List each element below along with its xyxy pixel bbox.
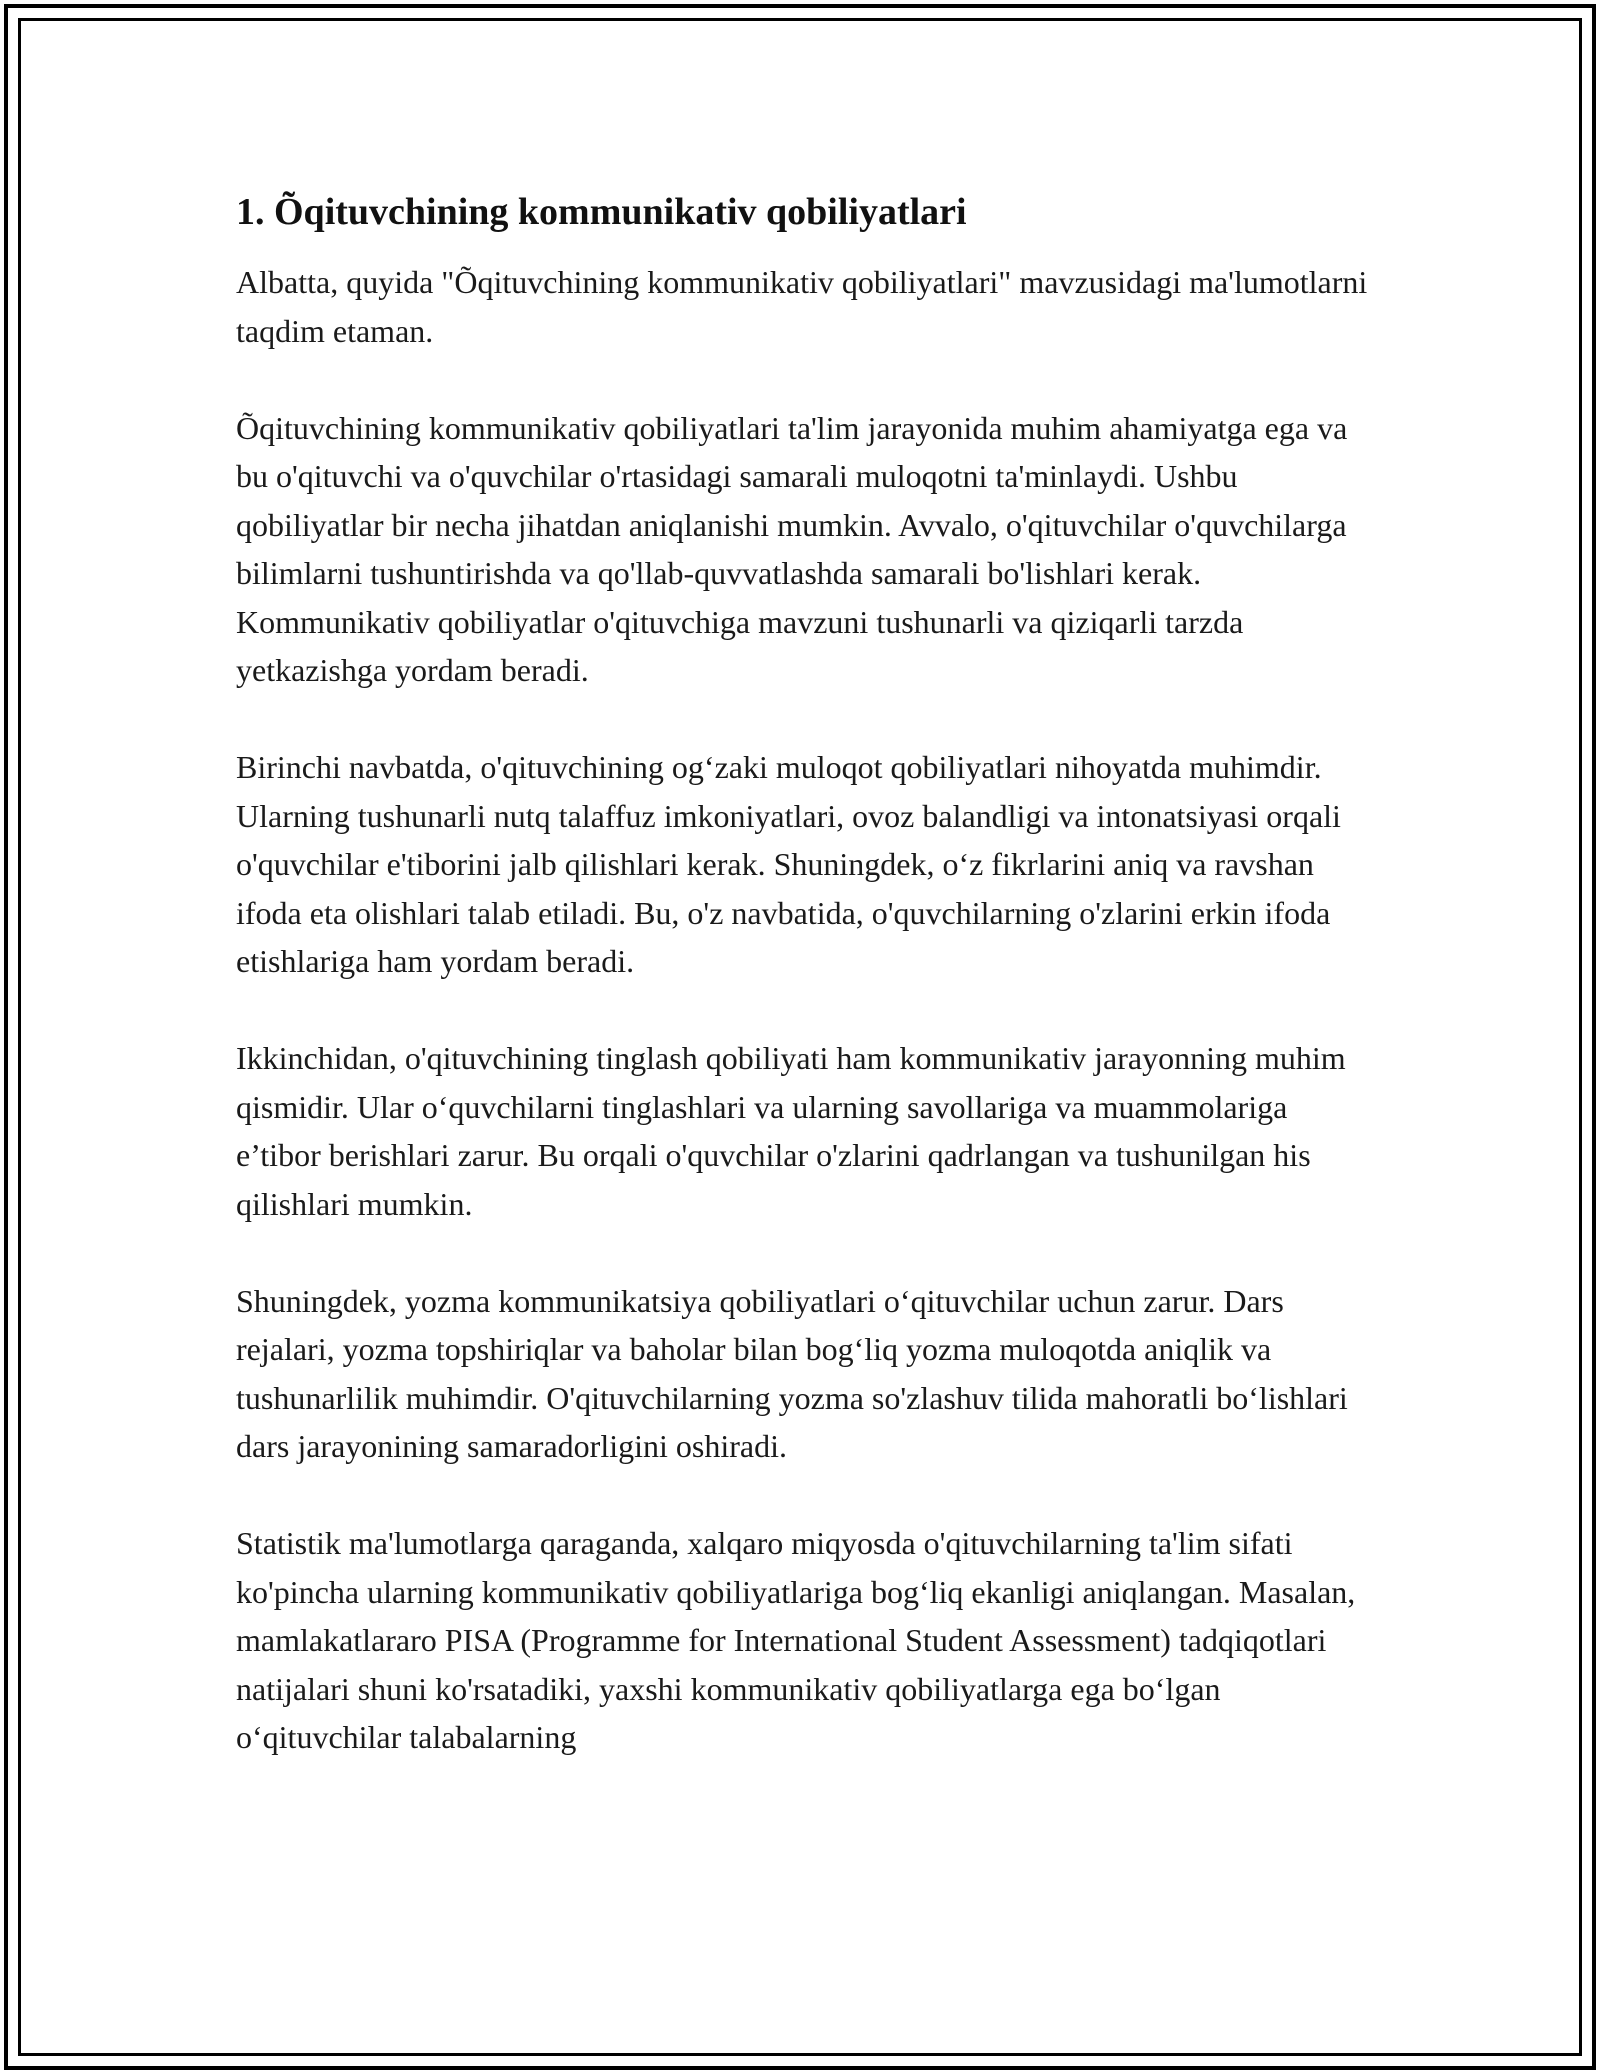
document-title: 1. Õqituvchining kommunikativ qobiliyatlari: [236, 191, 967, 233]
paragraph-written-communication: Shuningdek, yozma kommunikatsiya qobiliyatlari o‘qituvchilar uchun zarur. Dars rejalari, yozma topshiriqlar va baholar bilan bog‘liq yozma muloqotda aniqlik va tushunarlilik muhimdir. O'qituvchilarning yozma so'zlashuv tilida mahoratli bo‘lishlari dars jarayonining samaradorligini oshiradi.: [236, 1282, 1348, 1464]
document-body: [236, 186, 1376, 1810]
paragraph-listening: Ikkinchidan, o'qituvchining tinglash qobiliyati ham kommunikativ jarayonning muhim qismidir. Ular o‘quvchilarni tinglashlari va ularning savollariga va muammolariga e’tibor berishlari zarur. Bu orqali o'quvchilar o'zlarini qadrlangan va tushunilgan his qilishlari mumkin.: [236, 1040, 1346, 1222]
paragraph-oral-communication: Birinchi navbatda, o'qituvchining og‘zaki muloqot qobiliyatlari nihoyatda muhimdir. Ularning tushunarli nutq talaffuz imkoniyatlari, ovoz balandligi va intonatsiyasi orqali o'quvchilar e'tiborini jalb qilishlari kerak. Shuningdek, o‘z fikrlarini aniq va ravshan ifoda eta olishlari talab etiladi. Bu, o'z navbatida, o'quvchilarning o'zlarini erkin ifoda etishlariga ham yordam beradi.: [236, 749, 1341, 979]
paragraph-intro: Albatta, quyida "Õqituvchining kommunikativ qobiliyatlari" mavzusidagi ma'lumotlarni taqdim etaman.: [236, 264, 1368, 349]
paragraph-overview: Õqituvchining kommunikativ qobiliyatlari ta'lim jarayonida muhim ahamiyatga ega va bu o'qituvchi va o'quvchilar o'rtasidagi samarali muloqotni ta'minlaydi. Ushbu qobiliyatlar bir necha jihatdan aniqlanishi mumkin. Avvalo, o'qituvchilar o'quvchilarga bilimlarni tushuntirishda va qo'llab-quvvatlashda samarali bo'lishlari kerak. Kommunikativ qobiliyatlar o'qituvchiga mavzuni tushunarli va qiziqarli tarzda yetkazishga yordam beradi.: [236, 409, 1348, 688]
paragraph-statistics: Statistik ma'lumotlarga qaraganda, xalqaro miqyosda o'qituvchilarning ta'lim sifati ko'pincha ularning kommunikativ qobiliyatlariga bog‘liq ekanligi aniqlangan. Masalan, mamlakatlararo PISA (Programme for International Student Assessment) tadqiqotlari natijalari shuni ko'rsatadiki, yaxshi kommunikativ qobiliyatlarga ega bo‘lgan o‘qituvchilar talabalarning: [236, 1525, 1356, 1755]
